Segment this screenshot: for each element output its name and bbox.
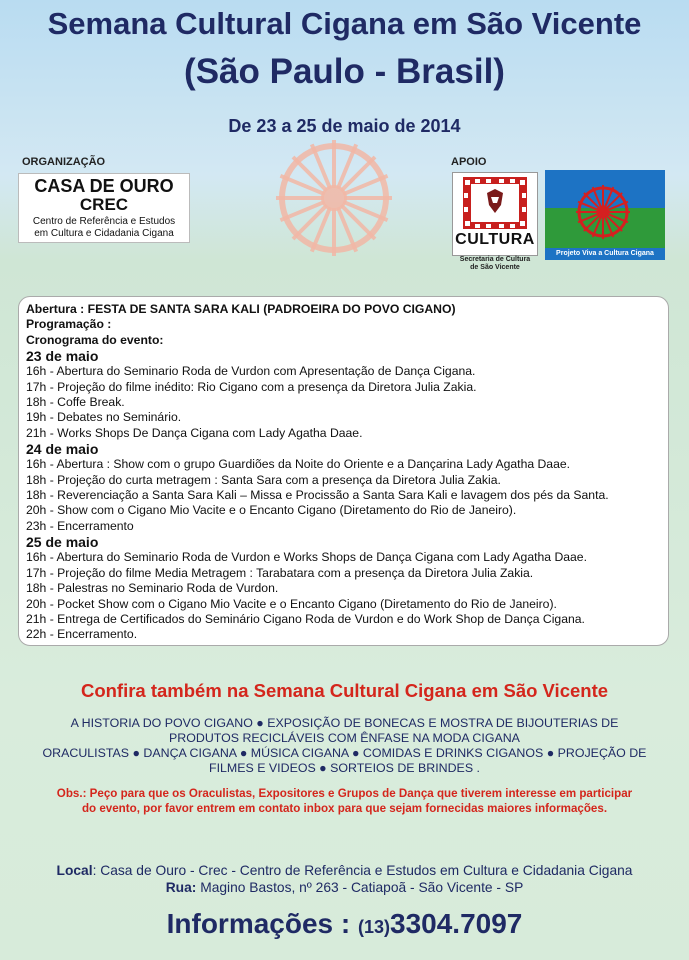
schedule-item: 20h - Pocket Show com o Cigano Mio Vacite e o Encanto Cigano (Diretamento do Rio de Janeiro). <box>26 596 557 611</box>
obs-line1: Obs.: Peço para que os Oraculistas, Expositores e Grupos de Dança que tiverem interesse em participar <box>56 787 633 800</box>
romani-flag-icon <box>545 170 665 260</box>
romani-flag-logo <box>545 170 665 260</box>
schedule-item: 18h - Projeção do curta metragem : Santa Sara com a presença da Diretora Julia Zakia. <box>26 472 501 487</box>
event-dates: De 23 a 25 de maio de 2014 <box>228 116 461 136</box>
atividades-list <box>24 716 665 776</box>
rua-label: Rua: <box>165 880 197 895</box>
programacao-content <box>26 302 666 643</box>
cultura-logo <box>452 172 538 256</box>
org-desc-line2: em Cultura e Cidadania Cigana <box>34 228 174 239</box>
schedule-item: 16h - Abertura do Seminario Roda de Vurdon com Apresentação de Dança Cigana. <box>26 364 476 379</box>
informacoes-phone <box>0 908 689 940</box>
abertura-line: Abertura : FESTA DE SANTA SARA KALI (PADROEIRA DO POVO CIGANO) <box>26 302 456 316</box>
chakra-wheel-icon <box>264 128 404 268</box>
schedule-item: 17h - Projeção do filme inédito: Rio Cigano com a presença da Diretora Julia Zakia. <box>26 379 477 394</box>
obs-note <box>24 786 665 816</box>
local-label: Local <box>56 863 93 878</box>
schedule-item: 19h - Debates no Seminário. <box>26 410 182 425</box>
poster-title-line2: (São Paulo - Brasil) <box>184 52 505 91</box>
org-desc-line1: Centro de Referência e Estudos <box>32 216 176 227</box>
org-name-line2: CREC <box>79 195 129 214</box>
schedule-item: 18h - Palestras no Seminario Roda de Vurdon. <box>26 581 279 596</box>
cultura-caption-line1: Secretaria de Cultura <box>459 256 531 263</box>
schedule-item: 17h - Projeção do filme Media Metragem : Tarabatara com a presença da Diretora Julia Zakia. <box>26 565 534 580</box>
cultura-caption-line2: de São Vicente <box>470 264 520 271</box>
atividades-line1: A HISTORIA DO POVO CIGANO ● EXPOSIÇÃO DE BONECAS E MOSTRA DE BIJOUTERIAS DE <box>70 716 619 730</box>
confira-heading: Confira também na Semana Cultural Cigana em São Vicente <box>80 680 609 701</box>
phone-ddd: (13) <box>358 917 391 937</box>
local-text: : Casa de Ouro - Crec - Centro de Referência e Estudos em Cultura e Cidadania Cigana <box>92 863 633 878</box>
informacoes-label: Informações : <box>166 908 358 939</box>
schedule-item: 16h - Abertura do Seminario Roda de Vurdon e Works Shops de Dança Cigana com Lady Agatha Daae. <box>26 550 587 565</box>
cronograma-label: Cronograma do evento: <box>26 332 164 347</box>
local-line <box>0 862 689 879</box>
rua-text: Magino Bastos, nº 263 - Catiapoã - São Vicente - SP <box>196 880 524 895</box>
schedule-item: 18h - Coffe Break. <box>26 395 125 410</box>
day-date: 23 de maio <box>26 348 99 365</box>
schedule-item: 23h - Encerramento <box>26 518 134 533</box>
flag-caption: Projeto Viva a Cultura Cigana <box>556 250 654 257</box>
cultura-caption <box>452 256 538 272</box>
poster-title-line1: Semana Cultural Cigana em São Vicente <box>47 6 642 41</box>
apoio-label: APOIO <box>451 156 487 168</box>
organizacao-label: ORGANIZAÇÃO <box>22 156 106 168</box>
org-name-line1: CASA DE OURO <box>34 176 174 196</box>
phone-number: 3304.7097 <box>390 908 523 939</box>
org-description <box>19 216 189 240</box>
schedule-item: 20h - Show com o Cigano Mio Vacite e o Encanto Cigano (Diretamento do Rio de Janeiro). <box>26 503 517 518</box>
obs-line2: do evento, por favor entrem em contato inbox para que sejam fornecidas maiores informações. <box>81 802 608 815</box>
atividades-line2: PRODUTOS RECICLÁVEIS COM ÊNFASE NA MODA CIGANA <box>169 731 520 745</box>
schedule-item: 18h - Reverenciação a Santa Sara Kali – Missa e Procissão a Santa Sara Kali e lavagem dos pés da Santa. <box>26 488 609 503</box>
rua-line <box>0 879 689 896</box>
cultura-logo-text: CULTURA <box>455 231 535 248</box>
schedule-item: 21h - Entrega de Certificados do Seminário Cigano Roda de Vurdon e do Work Shop de Dança Cigana. <box>26 611 585 626</box>
atividades-line3: ORACULISTAS ● DANÇA CIGANA ● MÚSICA CIGANA ● COMIDAS E DRINKS CIGANOS ● PROJEÇÃO DE <box>42 746 647 760</box>
schedule-item: 16h - Abertura : Show com o grupo Guardiões da Noite do Oriente e a Dançarina Lady Agatha Daae. <box>26 457 571 472</box>
schedule-item: 22h - Encerramento. <box>26 627 138 642</box>
day-date: 24 de maio <box>26 441 99 458</box>
schedule-item: 21h - Works Shops De Dança Cigana com Lady Agatha Daae. <box>26 425 363 440</box>
local-info <box>0 862 689 896</box>
atividades-line4: FILMES E VIDEOS ● SORTEIOS DE BRINDES . <box>209 761 480 775</box>
programacao-label: Programação : <box>26 317 112 332</box>
organizacao-logo-box <box>18 173 190 243</box>
day-date: 25 de maio <box>26 534 99 551</box>
